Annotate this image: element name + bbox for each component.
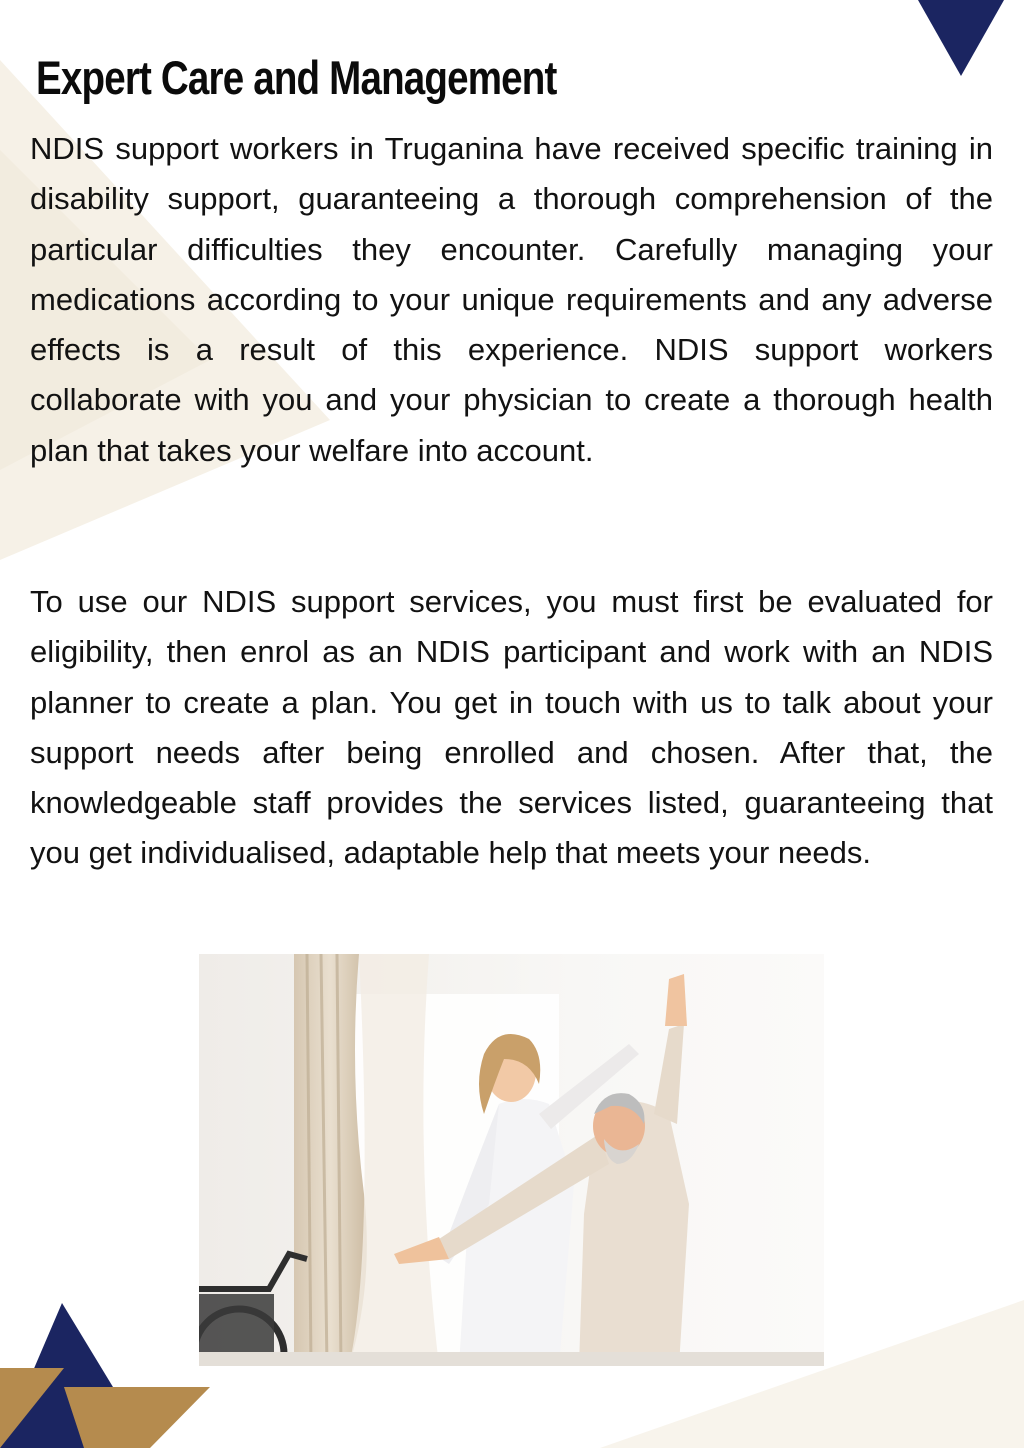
gold-shape-bottom [64,1387,210,1448]
caregiver-photo [199,954,824,1366]
navy-triangle-top-right [918,0,1004,76]
caregiver-illustration [199,954,824,1366]
page-title: Expert Care and Management [36,51,557,104]
paragraph-services: To use our NDIS support services, you must first be evaluated for eligibility, then enrol as an NDIS participant and work with an NDIS planner to create a plan. You get in touch with us to talk about your support needs after being enrolled and chosen. After that, the knowledgeable staff provides the services listed, guaranteeing that you get individualised, adaptable help that meets your needs. [30,584,993,871]
paragraph-care: NDIS support workers in Truganina have received specific training in disability support, guaranteeing a thorough comprehension of the particular difficulties they encounter. Carefully managing your medications according to your unique requirements and any adverse effects is a result of this experience. NDIS support workers collaborate with you and your physician to create a thorough health plan that takes your welfare into account. [30,131,993,468]
floor [199,1352,824,1366]
